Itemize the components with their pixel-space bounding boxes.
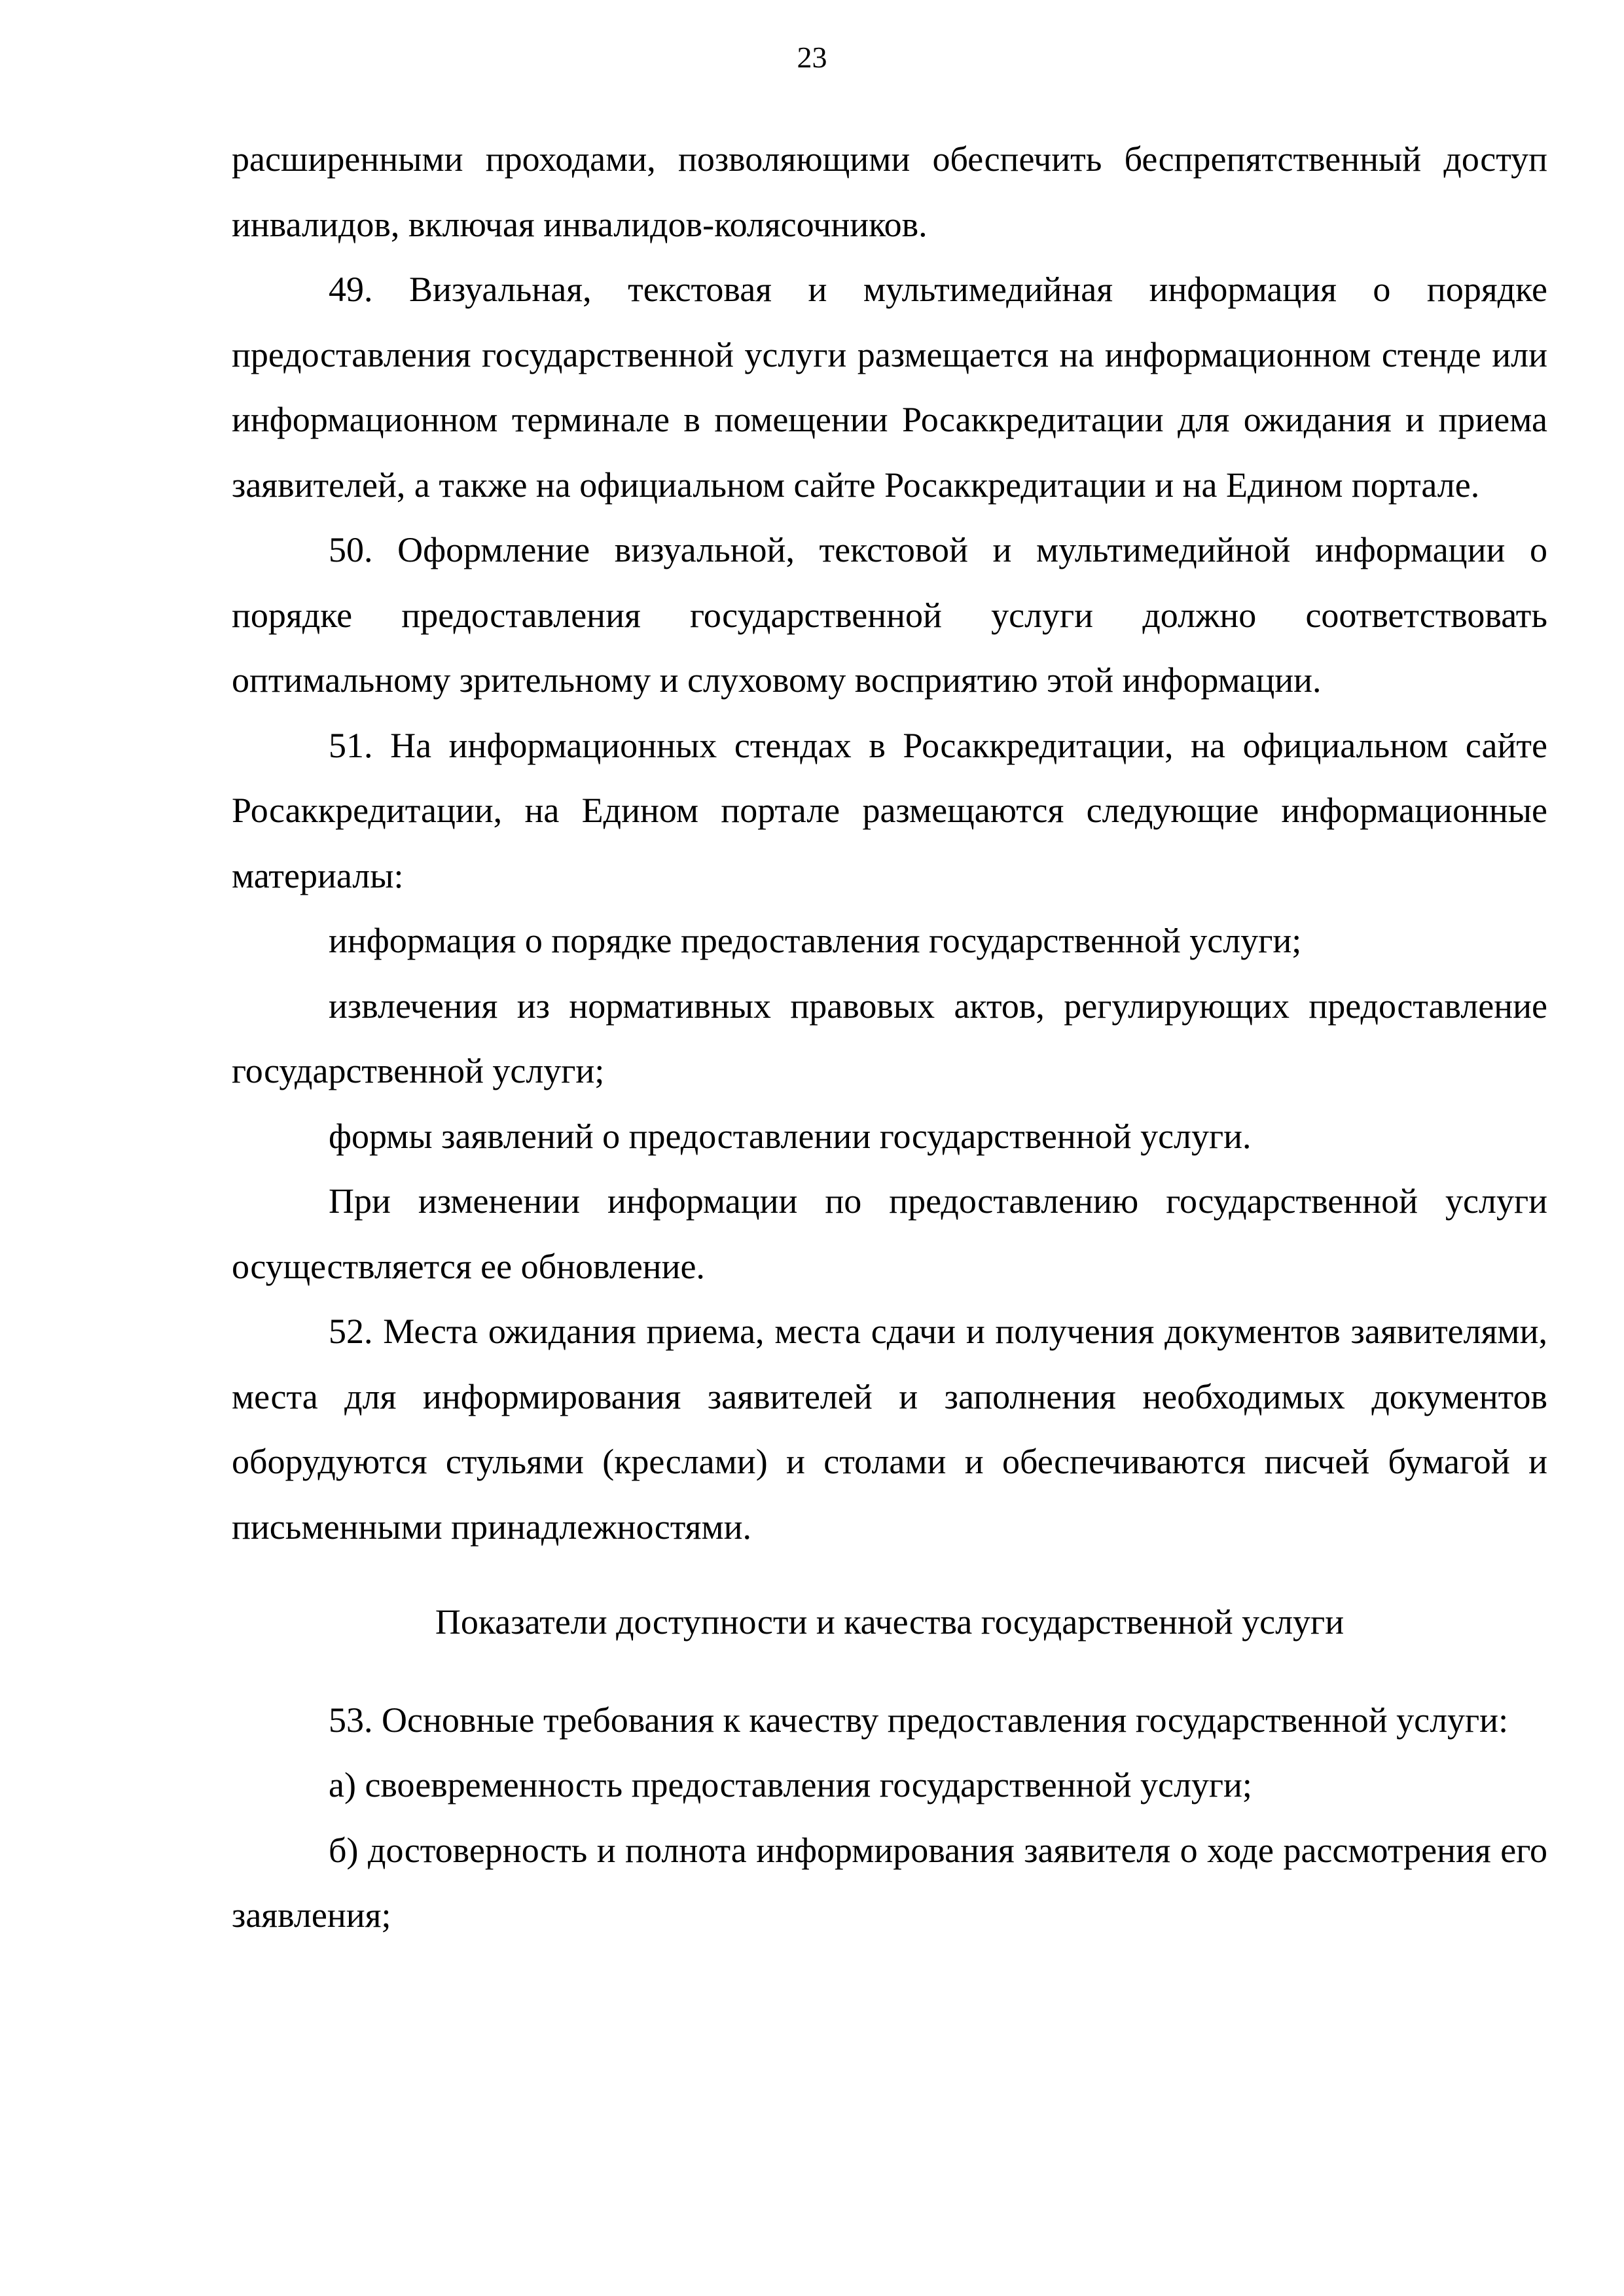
paragraph-49: 49. Визуальная, текстовая и мультимедийная информация о порядке предоставления государственной услуги размещается на информационном стенде или информационном терминале в помещении Росаккредитации для ожидания и приема заявителей, а также на официальном сайте Росаккредитации и на Едином портале. (232, 270, 1547, 505)
document-body (232, 127, 1547, 1948)
list-item-legal-extracts: извлечения из нормативных правовых актов, регулирующих предоставление государственной услуги; (232, 986, 1547, 1090)
list-item-b: б) достоверность и полнота информирования заявителя о ходе рассмотрения его заявления; (232, 1830, 1547, 1935)
list-item-a: а) своевременность предоставления государственной услуги; (329, 1765, 1252, 1804)
paragraph-info-update: При изменении информации по предоставлению государственной услуги осуществляется ее обновление. (232, 1181, 1547, 1286)
paragraph-52: 52. Места ожидания приема, места сдачи и получения документов заявителями, места для информирования заявителей и заполнения необходимых документов оборудуются стульями (креслами) и столами и обеспечиваются писчей бумагой и письменными принадлежностями. (232, 1312, 1547, 1547)
section-heading: Показатели доступности и качества государственной услуги (435, 1602, 1344, 1641)
page-number: 23 (797, 41, 827, 74)
paragraph-53: 53. Основные требования к качеству предоставления государственной услуги: (329, 1700, 1509, 1740)
paragraph-50: 50. Оформление визуальной, текстовой и мультимедийной информации о порядке предоставления государственной услуги должно соответствовать оптимальному зрительному и слуховому восприятию этой информации. (232, 530, 1547, 700)
paragraph-51: 51. На информационных стендах в Росаккредитации, на официальном сайте Росаккредитации, на Едином портале размещаются следующие информационные материалы: (232, 725, 1547, 895)
paragraph-continuation: расширенными проходами, позволяющими обеспечить беспрепятственный доступ инвалидов, включая инвалидов-колясочников. (232, 139, 1547, 244)
list-item-info-procedure: информация о порядке предоставления государственной услуги; (329, 921, 1302, 960)
list-item-application-forms: формы заявлений о предоставлении государственной услуги. (329, 1116, 1252, 1156)
